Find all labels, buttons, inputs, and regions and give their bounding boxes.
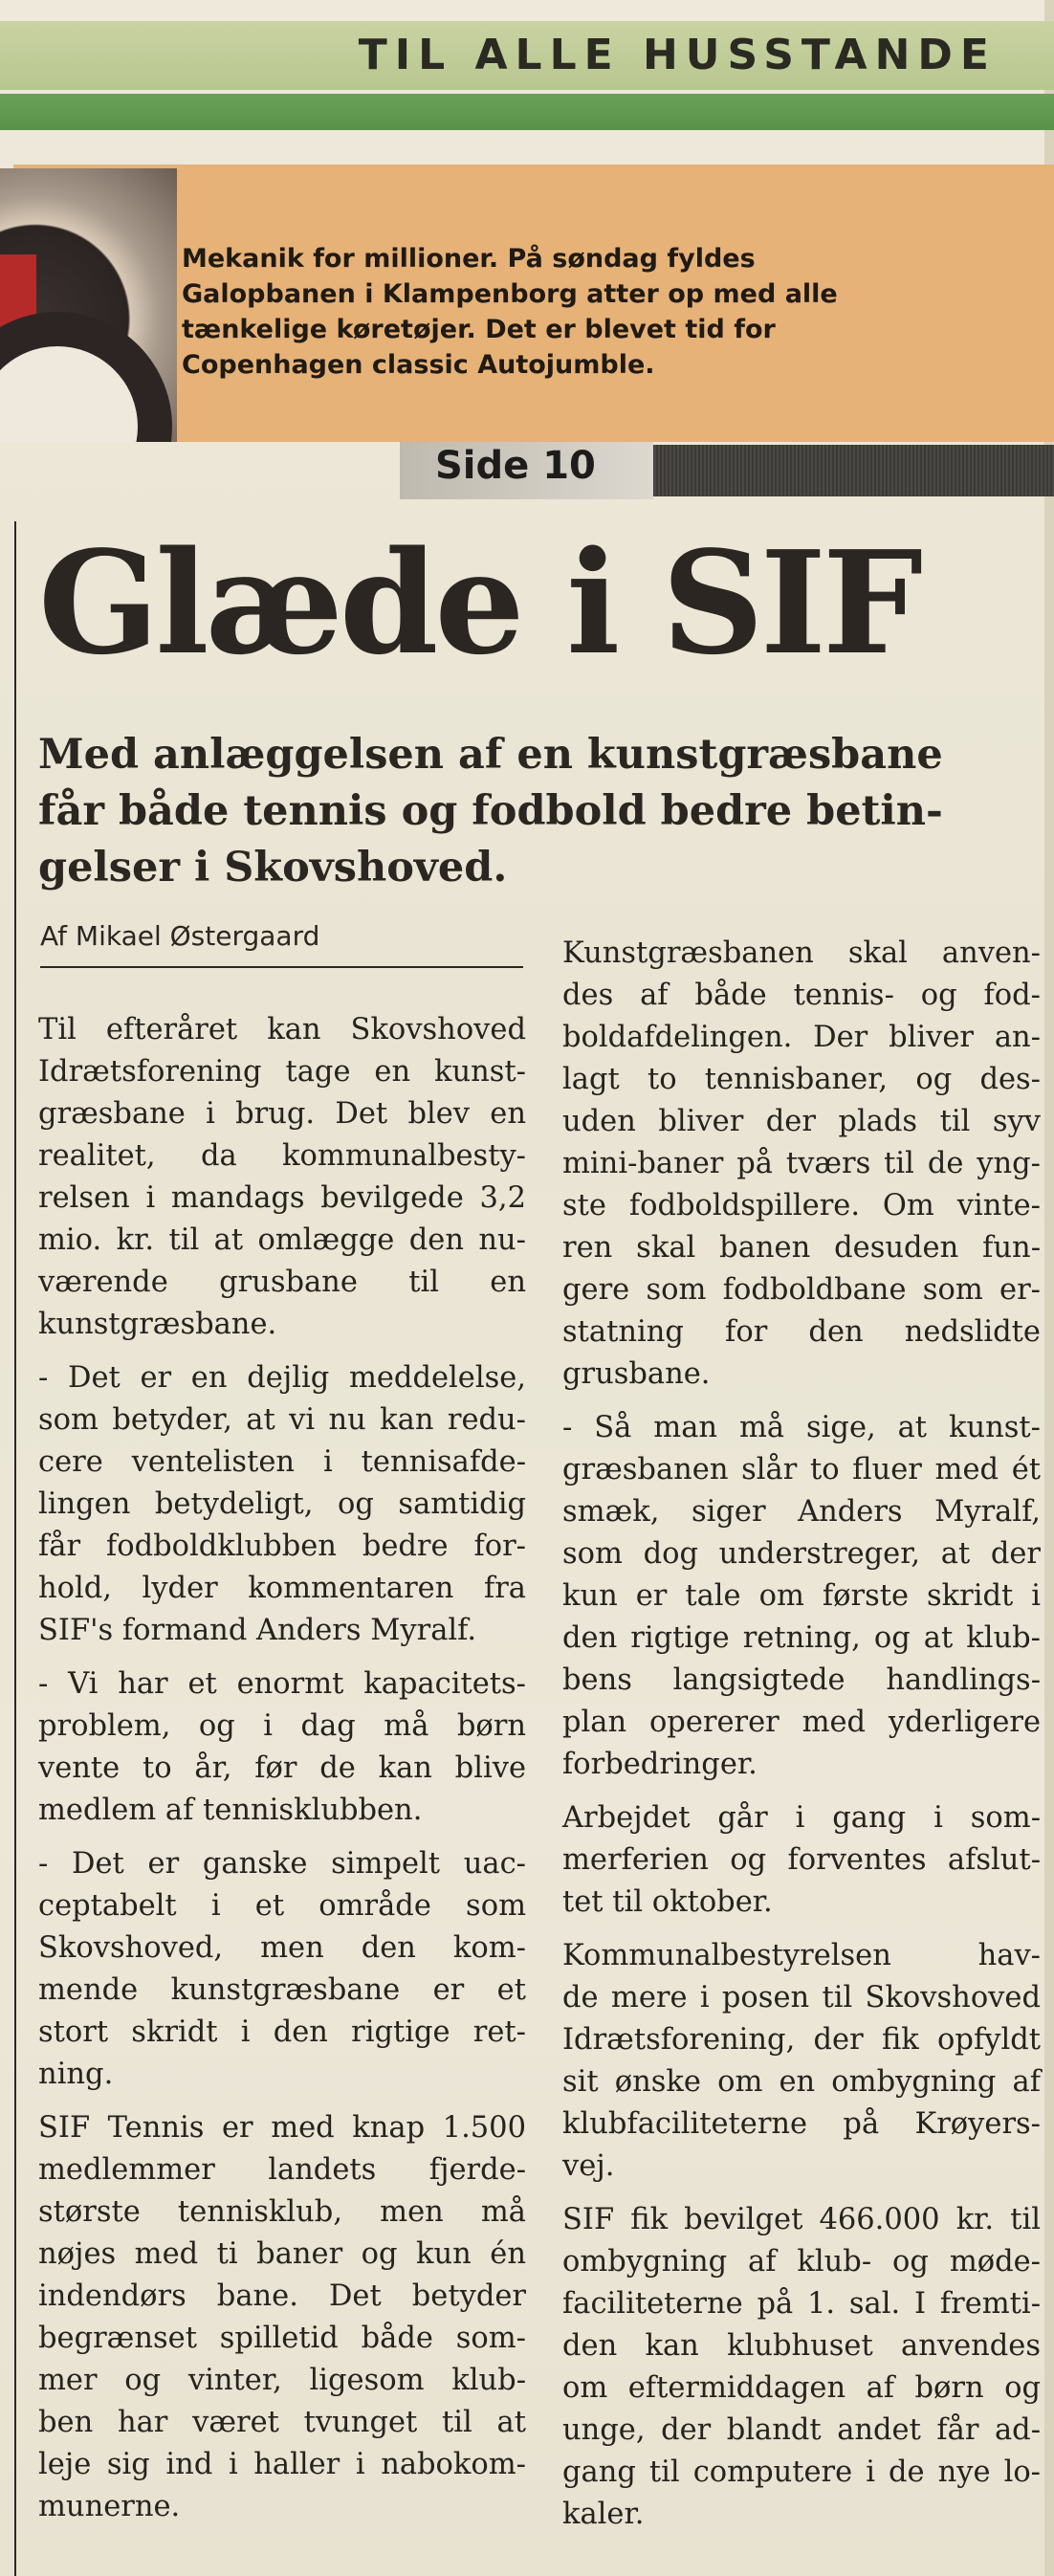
teaser-line: Galopbanen i Klampenborg atter op med alle — [182, 279, 838, 309]
text-line: kaler. — [562, 2498, 645, 2531]
article-byline: Af Mikael Østergaard — [40, 920, 320, 952]
text-line: medlem af tennisklubben. — [38, 1794, 423, 1827]
teaser-line: Mekanik for millioner. På søndag fyldes — [182, 244, 756, 274]
text-line: den rigtige retning, og at klub- — [562, 1621, 1041, 1655]
text-line: sit ønske om en ombygning af — [562, 2065, 1041, 2099]
text-line: lagt to tennisbaner, og des- — [562, 1063, 1041, 1096]
text-line: medlemmer landets fjerde- — [38, 2153, 526, 2187]
text-line: - Det er ganske simpelt uac- — [38, 1847, 526, 1881]
text-line: græsbane i brug. Det blev en — [38, 1097, 526, 1131]
text-line: ren skal banen desuden fun- — [562, 1231, 1041, 1265]
text-line: SIF fik bevilget 466.000 kr. til — [562, 2203, 1041, 2236]
text-line: des af både tennis- og fod- — [562, 979, 1041, 1012]
text-line: - Så man må sige, at kunst- — [562, 1411, 1041, 1444]
article-subhead — [38, 727, 1014, 896]
teaser-line: Copenhagen classic Autojumble. — [182, 350, 655, 380]
text-line: de mere i posen til Skovshoved — [562, 1981, 1041, 2015]
text-line: Idrætsforening tage en kunst- — [38, 1055, 526, 1089]
text-line: som betyder, at vi nu kan redu- — [38, 1403, 526, 1437]
text-line: gere som fodboldbane som er- — [562, 1273, 1041, 1307]
text-line: - Det er en dejlig meddelelse, — [38, 1361, 526, 1395]
text-line: om eftermiddagen af børn og — [562, 2371, 1041, 2405]
paragraph — [38, 2107, 526, 2528]
text-line: indendørs bane. Det betyder — [38, 2279, 526, 2313]
paragraph — [562, 933, 1041, 1396]
teaser-photo — [0, 168, 177, 442]
text-line: leje sig ind i haller i nabokom- — [38, 2448, 526, 2481]
text-line: vente to år, før de kan blive — [38, 1751, 526, 1785]
page-ref-label: Side 10 — [435, 444, 596, 488]
text-line: forbedringer. — [562, 1748, 758, 1781]
text-line: plan opererer med yderligere — [562, 1706, 1041, 1739]
text-line: - Vi har et enormt kapacitets- — [38, 1667, 526, 1701]
left-column — [38, 1009, 526, 2540]
text-line: lingen betydeligt, og samtidig — [38, 1487, 526, 1521]
text-line: unge, der blandt andet får ad- — [562, 2413, 1041, 2447]
text-line: mende kunstgræsbane er et — [38, 1973, 526, 2007]
tire-image — [0, 312, 172, 442]
text-line: boldafdelingen. Der bliver an- — [562, 1021, 1041, 1054]
teaser-line: tænkelige køretøjer. Det er blevet tid for — [182, 315, 776, 344]
text-line: klubfaciliteterne på Krøyers- — [562, 2107, 1041, 2141]
text-line: kun er tale om første skridt i — [562, 1579, 1041, 1613]
text-line: relsen i mandags bevilgede 3,2 — [38, 1181, 526, 1215]
text-line: Til efteråret kan Skovshoved — [38, 1013, 526, 1046]
text-line: merferien og forventes afslut- — [562, 1843, 1041, 1877]
text-line: problem, og i dag må børn — [38, 1709, 526, 1743]
text-line: ste fodboldspillere. Om vinte- — [562, 1189, 1041, 1222]
text-line: munerne. — [38, 2490, 181, 2523]
text-line: kunstgræsbane. — [38, 1308, 277, 1341]
text-line: hold, lyder kommentaren fra — [38, 1572, 526, 1605]
text-line: Kunstgræsbanen skal anven- — [562, 936, 1041, 970]
text-line: som dog understreger, at der — [562, 1537, 1041, 1571]
right-column — [562, 933, 1041, 2547]
paragraph — [38, 1009, 526, 1346]
text-line: ben har været tvunget til at — [38, 2406, 526, 2439]
text-line: bens langsigtede handlings- — [562, 1663, 1041, 1697]
text-line: får fodboldklubben bedre for- — [38, 1530, 526, 1563]
byline-rule — [40, 966, 523, 968]
text-line: SIF's formand Anders Myralf. — [38, 1614, 477, 1647]
text-line: mini-baner på tværs til de yng- — [562, 1147, 1041, 1180]
subhead-line: får både tennis og fodbold bedre betin- — [38, 787, 943, 835]
text-line: realitet, da kommunalbesty- — [38, 1139, 526, 1173]
text-line: ombygning af klub- og møde- — [562, 2245, 1041, 2279]
text-line: smæk, siger Anders Myralf, — [562, 1495, 1041, 1529]
paragraph — [38, 1357, 526, 1652]
subhead-line: Med anlæggelsen af en kunstgræsbane — [38, 731, 943, 779]
text-line: uden bliver der plads til syv — [562, 1105, 1041, 1138]
paragraph — [562, 1935, 1041, 2188]
paragraph — [562, 2199, 1041, 2536]
text-line: værende grusbane til en — [38, 1266, 526, 1299]
text-line: SIF Tennis er med knap 1.500 — [38, 2111, 526, 2145]
text-line: mer og vinter, ligesom klub- — [38, 2364, 526, 2397]
header-title: TIL ALLE HUSSTANDE — [358, 31, 997, 79]
text-line: Idrætsforening, der fik opfyldt — [562, 2023, 1041, 2057]
text-line: Arbejdet går i gang i som- — [562, 1801, 1041, 1835]
text-line: cere ventelisten i tennisafde- — [38, 1445, 526, 1479]
paragraph — [38, 1843, 526, 2096]
subhead-line: gelser i Skovshoved. — [38, 844, 508, 892]
text-line: største tennisklub, men må — [38, 2195, 526, 2229]
text-line: statning for den nedslidte — [562, 1315, 1041, 1349]
paragraph — [562, 1797, 1041, 1924]
text-line: begrænset spilletid både som- — [38, 2322, 526, 2355]
text-line: græsbanen slår to fluer med ét — [562, 1453, 1041, 1486]
text-line: gang til computere i de nye lo- — [562, 2455, 1041, 2489]
text-line: faciliteterne på 1. sal. I fremti- — [562, 2287, 1041, 2321]
text-line: ceptabelt i et område som — [38, 1889, 526, 1923]
text-line: Skovshoved, men den kom- — [38, 1931, 526, 1965]
green-divider — [0, 94, 1054, 130]
paragraph — [562, 1407, 1041, 1786]
text-line: den kan klubhuset anvendes — [562, 2329, 1041, 2363]
text-line: tet til oktober. — [562, 1885, 773, 1919]
text-line: nøjes med ti baner og kun én — [38, 2237, 526, 2271]
teaser-text — [182, 241, 1023, 383]
text-line: vej. — [562, 2149, 615, 2183]
left-column-rule — [14, 521, 16, 2576]
text-line: grusbane. — [562, 1357, 711, 1391]
text-line: ning. — [38, 2058, 114, 2091]
text-line: stort skridt i den rigtige ret- — [38, 2015, 526, 2049]
paragraph — [38, 1663, 526, 1832]
text-line: Kommunalbestyrelsen hav- — [562, 1939, 1041, 1972]
text-line: mio. kr. til at omlægge den nu- — [38, 1223, 526, 1257]
article-headline: Glæde i SIF — [38, 519, 920, 686]
